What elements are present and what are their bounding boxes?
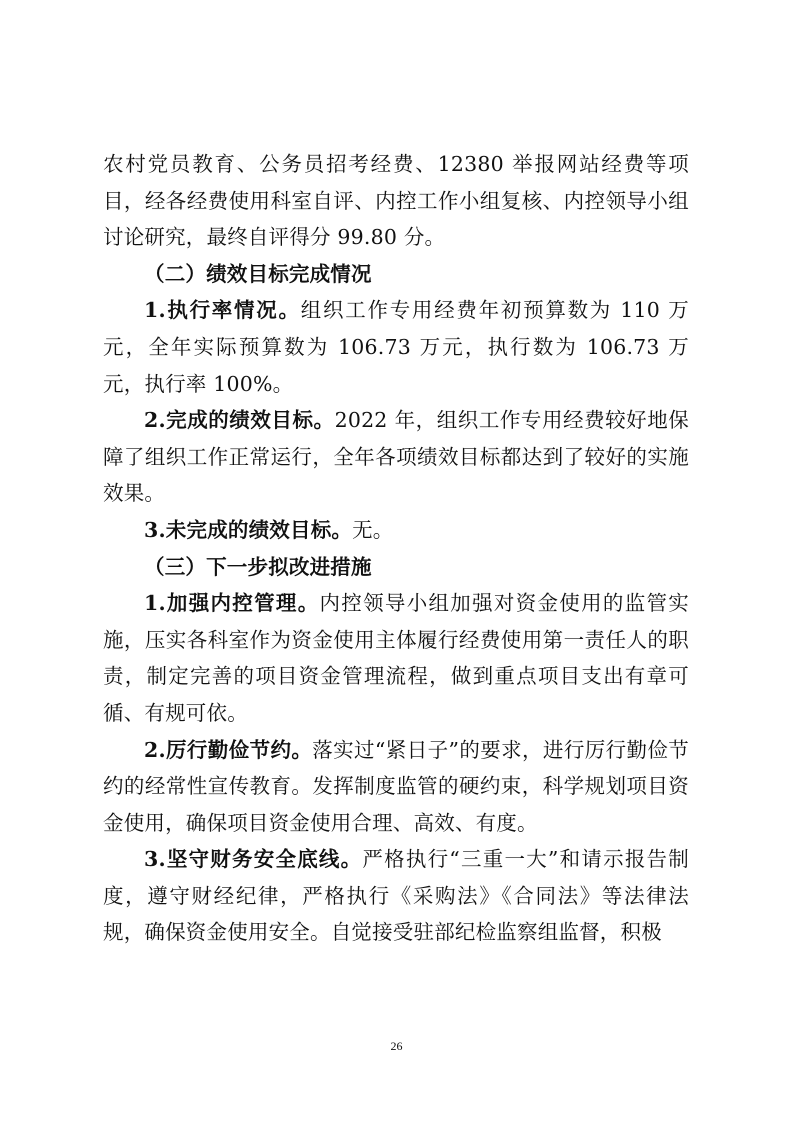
paragraph-text: 组织工作专用经费年初预算数为 110 万元，全年实际预算数为 106.73 万元，执行数为 106.73 万元，执行率 100%。 (103, 298, 689, 396)
paragraph-frugality (103, 732, 689, 842)
section-heading-3 (103, 549, 689, 586)
page-number: 26 (390, 1039, 403, 1053)
paragraph-lead: 1.执行率情况。 (144, 298, 301, 323)
paragraph-text: 严格执行“三重一大”和请示报告制度，遵守财经纪律，严格执行《采购法》《合同法》等法律法规，确保资金使用安全。自觉接受驻部纪检监察组监督，积极 (103, 847, 689, 945)
section-heading-text: （三）下一步拟改进措施 (144, 554, 372, 579)
paragraph-execution-rate (103, 292, 689, 402)
paragraph-continuation (103, 146, 689, 256)
paragraph-lead: 1.加强内控管理。 (144, 591, 320, 616)
paragraph-financial-safety (103, 841, 689, 951)
paragraph-lead: 3.未完成的绩效目标。 (144, 517, 353, 542)
section-heading-text: （二）绩效目标完成情况 (144, 261, 372, 286)
paragraph-text: 无。 (352, 517, 394, 542)
section-heading-2 (103, 256, 689, 293)
body-text (103, 146, 689, 951)
paragraph-completed-goals (103, 402, 689, 512)
paragraph-text: 2022 年，组织工作专用经费较好地保障了组织工作正常运行，全年各项绩效目标都达到了较好的实施效果。 (103, 408, 689, 506)
paragraph-text: 落实过“紧日子”的要求，进行厉行勤俭节约的经常性宣传教育。发挥制度监管的硬约束，科学规划项目资金使用，确保项目资金使用合理、高效、有度。 (103, 737, 689, 835)
paragraph-uncompleted-goals (103, 512, 689, 549)
paragraph-lead: 2.厉行勤俭节约。 (144, 737, 313, 762)
paragraph-text: 农村党员教育、公务员招考经费、12380 举报网站经费等项目，经各经费使用科室自评、内控工作小组复核、内控领导小组讨论研究，最终自评得分 99.80 分。 (103, 152, 689, 250)
paragraph-lead: 3.坚守财务安全底线。 (144, 847, 363, 872)
paragraph-text: 内控领导小组加强对资金使用的监管实施，压实各科室作为资金使用主体履行经费使用第一责任人的职责，制定完善的项目资金管理流程，做到重点项目支出有章可循、有规可依。 (103, 591, 689, 725)
paragraph-internal-control (103, 585, 689, 731)
paragraph-lead: 2.完成的绩效目标。 (144, 408, 335, 433)
